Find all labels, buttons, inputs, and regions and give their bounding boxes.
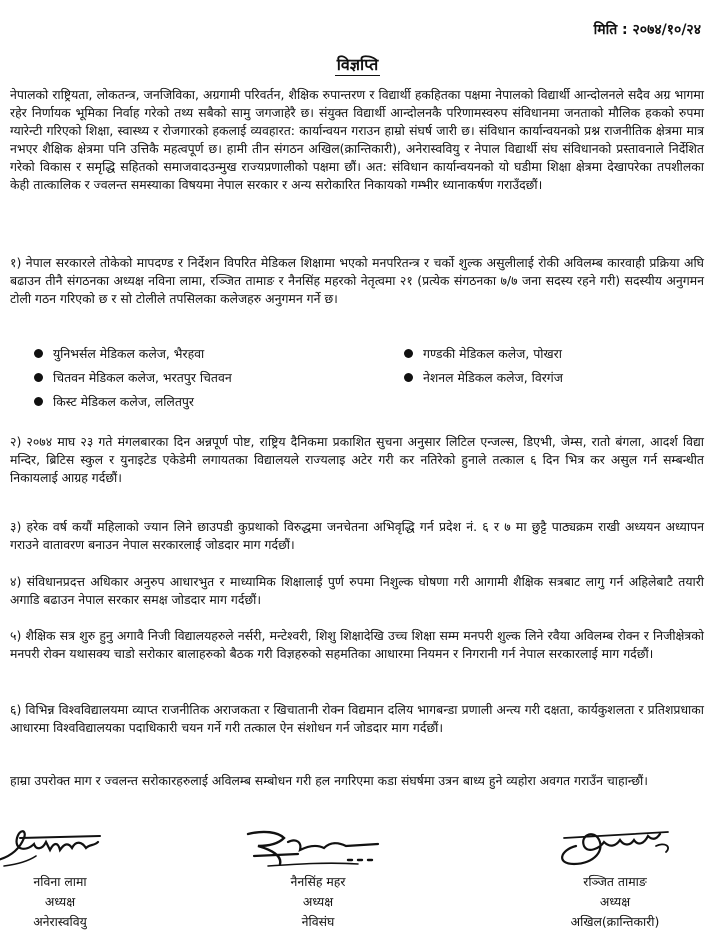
college-item xyxy=(404,345,562,362)
signatory-name: रञ्जित तामाङ xyxy=(583,874,647,889)
document-date: मिति : २०७४/१०/२४ xyxy=(593,22,701,38)
bullet-icon xyxy=(404,373,413,382)
signatory-1 xyxy=(0,820,160,932)
bullet-icon xyxy=(34,349,43,358)
title-text: विज्ञप्ति xyxy=(336,55,379,74)
college-list xyxy=(34,345,694,415)
college-name: नेशनल मेडिकल कलेज, विरगंज xyxy=(423,370,563,385)
signatory-3 xyxy=(515,820,715,932)
point-2: २) २०७४ माघ २३ गते मंगलबारका दिन अन्नपूर्ण पोष्ट, राष्ट्रिय दैनिकमा प्रकाशित सुचना अनुसार लिटिल एन्जल्स, डिएभी, जेम्स, रातो बंगला, आदर्श विद्या मन्दिर, ब्रिटिस स्कुल र युनाइटेड एकेडेमी लगायतका विद्यालयले राज्यलाइ अटेर गरी कर नतिरेको हुनाले तत्काल ६ दिन भित्र कर असुल गर्न सम्बन्धीत निकायलाई आग्रह गर्दछौं। xyxy=(10,434,704,486)
signature-2 xyxy=(238,820,398,872)
closing-paragraph: हाम्रा उपरोक्त माग र ज्वलन्त सरोकारहरुलाई अविलम्ब सम्बोधन गरी हल नगरिएमा कडा संघर्षमा उत्रन बाध्य हुने व्यहोरा अवगत गराउँन चाहान्छौं। xyxy=(10,773,648,788)
college-name: गण्डकी मेडिकल कलेज, पोखरा xyxy=(423,346,562,361)
signatory-org: नेविसंघ xyxy=(301,914,335,929)
college-item xyxy=(34,345,204,362)
signatory-name: नैनसिंह महर xyxy=(290,874,346,889)
bullet-icon xyxy=(404,349,413,358)
point-5: ५) शैक्षिक सत्र शुरु हुनु अगावै निजी विद्यालयहरुले नर्सरी, मन्टेश्वरी, शिशु शिक्षादेखि उच्च शिक्षा सम्म मनपरी शुल्क लिने रवैया अविलम्ब रोक्न र निजीक्षेत्रको मनपरी रोक्न यथासक्य चाडो सरोकार बालाहरुको बैठक गरी विज्ञहरुको सहमतिका आधारमा नियमन र निगरानी गर्न नेपाल सरकारलाई माग गर्दछौं। xyxy=(10,628,704,662)
signatory-2 xyxy=(218,820,418,932)
college-item xyxy=(404,369,563,386)
signatory-name: नविना लामा xyxy=(33,874,87,889)
signatory-role: अध्यक्ष xyxy=(302,894,334,909)
signature-3 xyxy=(540,820,690,872)
bullet-icon xyxy=(34,373,43,382)
bullet-icon xyxy=(34,397,43,406)
college-item xyxy=(34,369,232,386)
college-name: चितवन मेडिकल कलेज, भरतपुर चितवन xyxy=(53,370,232,385)
point-6: ६) विभिन्न विश्वविद्यालयमा व्याप्त राजनीतिक अराजकता र खिचातानी रोक्न विद्यमान दलिय भागबन्डा प्रणाली अन्त्य गरी दक्षता, कार्यकुशलता र प्रतिशप्रधाका आधारमा विश्वविद्यालयका पदाधिकारी चयन गर्ने गरी तत्काल ऐन संशोधन गर्न जोडदार माग गर्दछौं। xyxy=(10,702,704,736)
college-name: किस्ट मेडिकल कलेज, ललितपुर xyxy=(53,394,194,409)
intro-paragraph: नेपालको राष्ट्रियता, लोकतन्त्र, जनजिविका, अग्रगामी परिवर्तन, शैक्षिक रुपान्तरण र विद्यार्थी हकहितका पक्षमा नेपालको विद्यार्थी आन्दोलनले सदैव अग्र भागमा रहेर निर्णायक भूमिका निर्वाह गरेको तथ्य सबैको सामु जगजाहेरै छ। संयुक्त विद्यार्थी आन्दोलनकै परिणामस्वरुप संविधानमा जनताको मौलिक हकको रुपमा ग्यारेन्टी गरिएको शिक्षा, स्वास्थ्य र रोजगारको हकलाई व्यवहारत: कार्यान्वयन गराउन हाम्रो संघर्ष जारी छ। संविधान कार्यान्वयनको प्रश्न राजनीतिक क्षेत्रमा मात्र नभएर शैक्षिक क्षेत्रमा पनि उत्तिकै महत्वपूर्ण छ। हामी तीन संगठन अखिल(क्रान्तिकारी), अनेरास्ववियु र नेपाल विद्यार्थी संघ संविधानको प्रस्तावनाले निर्देशित गरेको विकास र समृद्धि सहितको समाजवादउन्मुख राज्यप्रणालीको पक्षमा छौं। अत: संविधान कार्यान्वयनको यो घडीमा शिक्षा क्षेत्रमा देखापरेका तपशीलका केही तात्कालिक र ज्वलन्त समस्याका विषयमा नेपाल सरकार र अन्य सरोकारित निकायको गम्भीर ध्यानाकर्षण गराउँदछौं। xyxy=(10,87,704,193)
point-3: ३) हरेक वर्ष कयौं महिलाको ज्यान लिने छाउपडी कुप्रथाको विरुद्धमा जनचेतना अभिवृद्धि गर्न प्रदेश नं. ६ र ७ मा छुट्टै पाठ्यक्रम राखी अध्ययन अध्यापन गराउने वातावरण बनाउन नेपाल सरकारलाई जोडदार माग गर्दछौं। xyxy=(10,519,704,553)
signatory-role: अध्यक्ष xyxy=(599,894,631,909)
signatory-role: अध्यक्ष xyxy=(44,894,76,909)
signature-1 xyxy=(0,820,130,872)
document-title xyxy=(0,53,715,75)
point-4: ४) संविधानप्रदत्त अधिकार अनुरुप आधारभुत र माध्यामिक शिक्षालाई पुर्ण रुपमा निशुल्क घोषणा गरी आगामी शैक्षिक सत्रबाट लागु गर्न अहिलेबाटै तयारी अगाडि बढाउन नेपाल सरकार समक्ष जोडदार माग गर्दछौं। xyxy=(10,574,704,608)
signatory-org: अखिल(क्रान्तिकारी) xyxy=(570,914,660,929)
college-item xyxy=(34,393,194,410)
signatory-org: अनेरास्ववियु xyxy=(33,914,87,929)
point-1: १) नेपाल सरकारले तोकेको मापदण्ड र निर्देशन विपरित मेडिकल शिक्षामा भएको मनपरितन्त्र र चर्को शुल्क असुलीलाई रोकी अविलम्ब कारवाही प्रक्रिया अघि बढाउन तीनै संगठनका अध्यक्ष नविना लामा, रञ्जित तामाङ र नैनसिंह महरको नेतृत्वमा २१ (प्रत्येक संगठनका ७/७ जना सदस्य रहने गरी) सदस्यीय अनुगमन टोली गठन गरिएको छ र सो टोलीले तपसिलका कलेजहरु अनुगमन गर्ने छ। xyxy=(10,255,704,307)
college-name: युनिभर्सल मेडिकल कलेज, भैरहवा xyxy=(53,346,205,361)
